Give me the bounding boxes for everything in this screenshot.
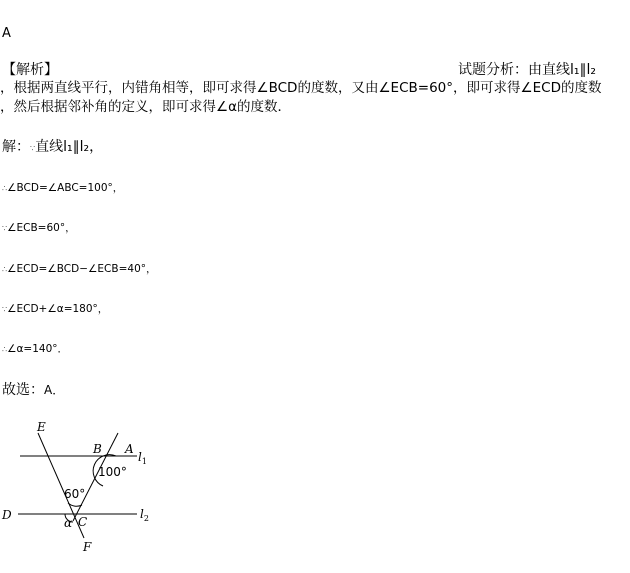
analysis-line-3: ，然后根据邻补角的定义，即可求得∠α的度数． xyxy=(0,99,292,115)
label-l1 xyxy=(138,450,147,466)
label-l2-sub: 2 xyxy=(143,514,149,523)
step-text: ∠ECB=60°， xyxy=(7,222,76,234)
label-l1-sub: 1 xyxy=(141,457,147,466)
analysis-line-2: ，根据两直线平行，内错角相等，即可求得∠BCD的度数，又由∠ECB=60°，即可求得∠ECD的度数 xyxy=(0,80,602,96)
conclusion-prefix: 故选： xyxy=(2,382,44,398)
label-a: A xyxy=(125,442,134,456)
angle-label-100: 100° xyxy=(98,465,127,479)
step-text: ∠α=140°． xyxy=(7,343,69,355)
analysis-heading: 【解析】 xyxy=(2,62,58,78)
step-mark: ∴ xyxy=(2,265,8,274)
angle-label-60: 60° xyxy=(64,487,86,501)
label-d: D xyxy=(2,508,12,522)
label-f: F xyxy=(83,540,92,554)
label-c: C xyxy=(78,515,88,529)
answer-letter: A xyxy=(2,26,11,41)
solution-premise: 直线l₁∥l₂， xyxy=(35,139,104,155)
step-mark: ∴ xyxy=(2,184,8,193)
solution-prefix: 解： xyxy=(2,139,30,155)
label-b: B xyxy=(93,442,102,456)
label-alpha: α xyxy=(64,516,73,530)
label-e: E xyxy=(37,420,46,434)
label-l2 xyxy=(140,507,149,523)
because-mark: ∵ xyxy=(30,144,36,153)
label-l2-main: l xyxy=(140,507,144,521)
step-text: ∠BCD=∠ABC=100°， xyxy=(7,182,124,194)
step-mark: ∴ xyxy=(2,345,8,354)
step-text: ∠ECD=∠BCD−∠ECB=40°， xyxy=(7,263,157,275)
step-mark: ∵ xyxy=(2,305,8,314)
conclusion-answer: A． xyxy=(44,383,65,397)
step-text: ∠ECD+∠α=180°， xyxy=(7,303,109,315)
analysis-intro: 试题分析：由直线l₁∥l₂ xyxy=(458,62,597,78)
label-l1-main: l xyxy=(138,450,142,464)
step-mark: ∵ xyxy=(2,224,8,233)
